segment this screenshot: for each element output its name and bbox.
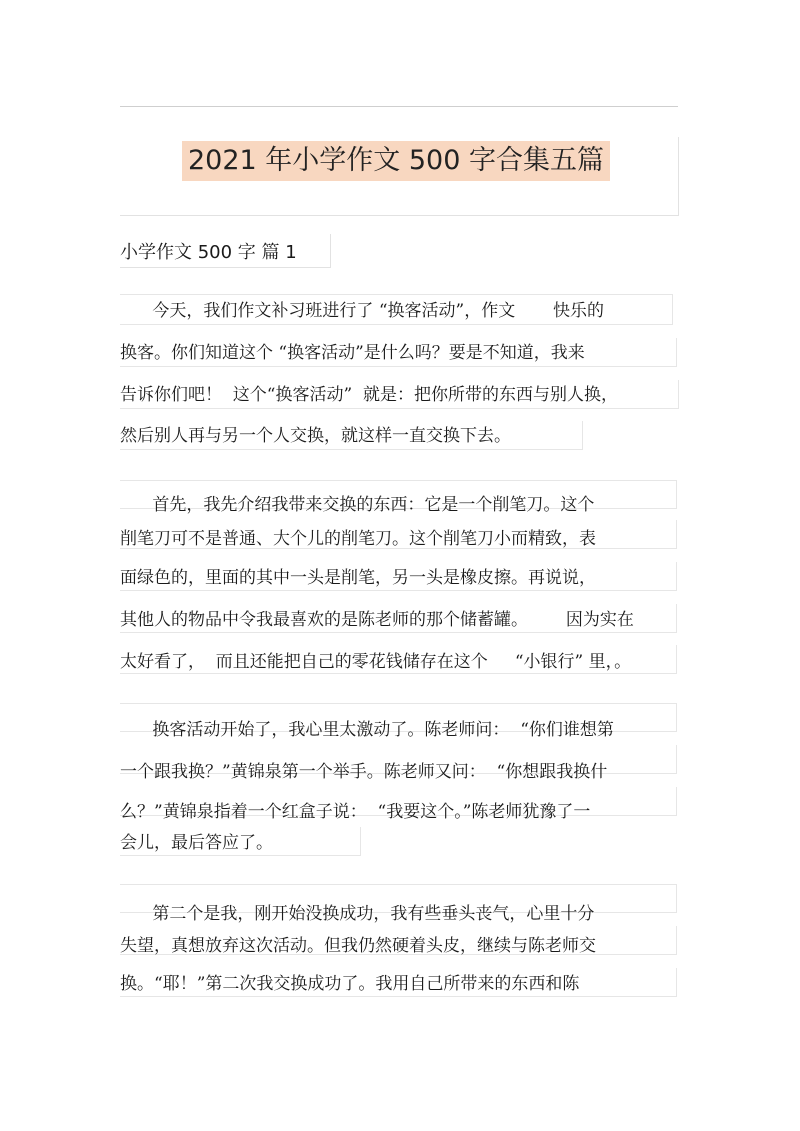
text-line: 其他人的物品中令我最喜欢的是陈老师的那个储蓄罐。 因为实在 xyxy=(120,610,634,630)
text-line: 换客。你们知道这个 “换客活动”是什么吗？要是不知道，我来 xyxy=(120,343,585,363)
text-line: 然后别人再与另一个人交换，就这样一直交换下去。 xyxy=(120,426,511,446)
text-line: 失望，真想放弃这次活动。但我仍然硬着头皮，继续与陈老师交 xyxy=(120,936,596,956)
text-line: 削笔刀可不是普通、大个儿的削笔刀。这个削笔刀小而精致，表 xyxy=(120,529,596,549)
top-rule xyxy=(120,106,678,107)
text-line: 换。“耶！”第二次我交换成功了。我用自己所带来的东西和陈 xyxy=(120,974,580,994)
text-line: 么？”黄锦泉指着一个红盒子说： “我要这个。”陈老师犹豫了一 xyxy=(120,802,591,822)
text-line: 太好看了， 而且还能把自己的零花钱储存在这个 “小银行” 里，。 xyxy=(120,652,632,672)
text-line: 面绿色的，里面的其中一头是削笔，另一头是橡皮擦。再说说， xyxy=(120,568,596,588)
text-line: 换客活动开始了，我心里太激动了。陈老师问： “你们谁想第 xyxy=(120,720,614,740)
text-line: 首先，我先介绍我带来交换的东西：它是一个削笔刀。这个 xyxy=(120,495,595,515)
text-line: 一个跟我换？”黄锦泉第一个举手。陈老师又问： “你想跟我换什 xyxy=(120,762,608,782)
text-line: 第二个是我，刚开始没换成功，我有些垂头丧气，心里十分 xyxy=(120,904,595,924)
text-line: 告诉你们吧！ 这个“换客活动” 就是：把你所带的东西与别人换， xyxy=(120,385,618,405)
section-heading: 小学作文 500 字 篇 1 xyxy=(120,242,297,263)
text-line: 会儿，最后答应了。 xyxy=(120,833,273,853)
document-title: 2021 年小学作文 500 字合集五篇 xyxy=(182,141,610,181)
text-line: 今天，我们作文补习班进行了 “换客活动”，作文 快乐的 xyxy=(120,301,605,321)
